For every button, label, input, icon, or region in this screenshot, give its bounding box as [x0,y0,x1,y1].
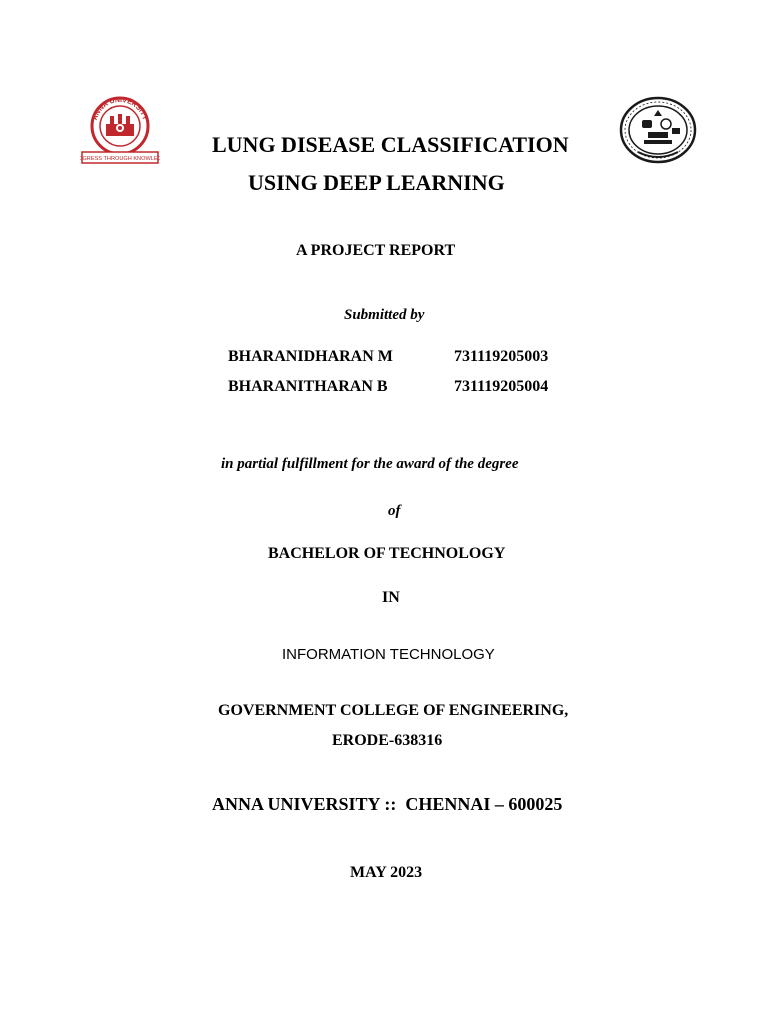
report-title-line-2: USING DEEP LEARNING [248,170,505,195]
student-reg-no: 731119205003 [454,348,549,365]
report-type: A PROJECT REPORT [296,242,456,259]
gce-erode-emblem [618,90,698,170]
logo-ring-text: ANNA UNIVERSITY [91,96,149,122]
degree-name: BACHELOR OF TECHNOLOGY [268,545,506,562]
submitted-by-label: Submitted by [344,307,425,323]
university-line: ANNA UNIVERSITY :: CHENNAI – 600025 [212,794,563,814]
fulfillment-statement: in partial fulfillment for the award of the degree [221,456,519,472]
college-location: ERODE-638316 [332,732,443,749]
of-text: of [388,503,401,519]
report-title-line-1: LUNG DISEASE CLASSIFICATION [212,132,569,157]
student-reg-no: 731119205004 [454,378,549,395]
branch-name: INFORMATION TECHNOLOGY [282,646,495,663]
anna-university-logo [80,94,160,166]
in-text: IN [382,589,400,606]
student-name: BHARANITHARAN B [228,378,388,395]
report-date: MAY 2023 [350,864,423,881]
student-name: BHARANIDHARAN M [228,348,393,365]
college-name: GOVERNMENT COLLEGE OF ENGINEERING, [218,702,569,719]
logo-motto: OGRESS THROUGH KNOWLED [80,156,160,162]
